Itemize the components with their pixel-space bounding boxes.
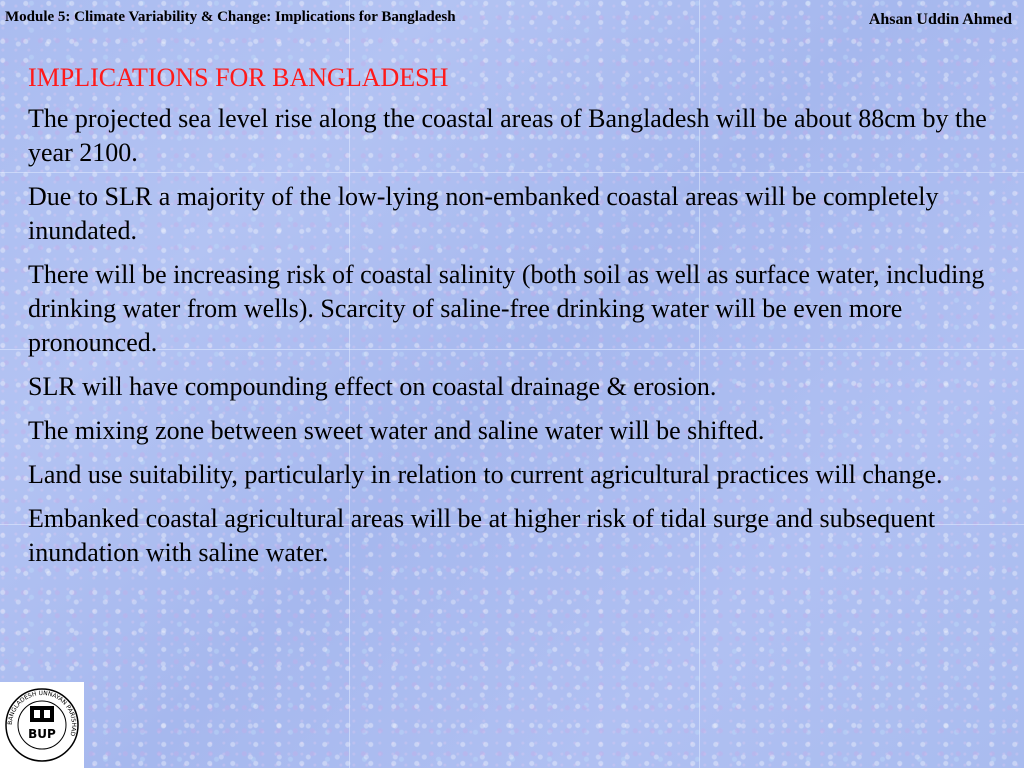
paragraph-salinity: There will be increasing risk of coastal salinity (both soil as well as surface water, including drinking water from wells). Scarcity of saline-free drinking water will be even more pronounced. (28, 260, 985, 357)
paragraph-embanked-areas: Embanked coastal agricultural areas will be at higher risk of tidal surge and subsequent inundation with saline water. (28, 504, 936, 567)
paragraph-drainage-erosion: SLR will have compounding effect on coastal drainage & erosion. (28, 372, 717, 401)
bup-seal-icon (0, 682, 84, 768)
bup-logo (0, 682, 84, 768)
slide-title: IMPLICATIONS FOR BANGLADESH (28, 63, 449, 92)
svg-text:BANGLADESH UNNAYAN PARISHAD: BANGLADESH UNNAYAN PARISHAD (6, 689, 78, 737)
paragraph-land-use: Land use suitability, particularly in relation to current agricultural practices will change. (28, 460, 943, 489)
paragraph-mixing-zone: The mixing zone between sweet water and saline water will be shifted. (28, 416, 765, 445)
author-name: Ahsan Uddin Ahmed (868, 11, 1012, 28)
paragraph-inundation: Due to SLR a majority of the low-lying non-embanked coastal areas will be completely inundated. (28, 182, 939, 245)
svg-text:BUP: BUP (28, 727, 56, 741)
slide-content (28, 62, 1008, 580)
module-title: Module 5: Climate Variability & Change: Implications for Bangladesh (5, 9, 456, 25)
paragraph-sea-level-projection: The projected sea level rise along the coastal areas of Bangladesh will be about 88cm by the year 2100. (28, 104, 987, 167)
